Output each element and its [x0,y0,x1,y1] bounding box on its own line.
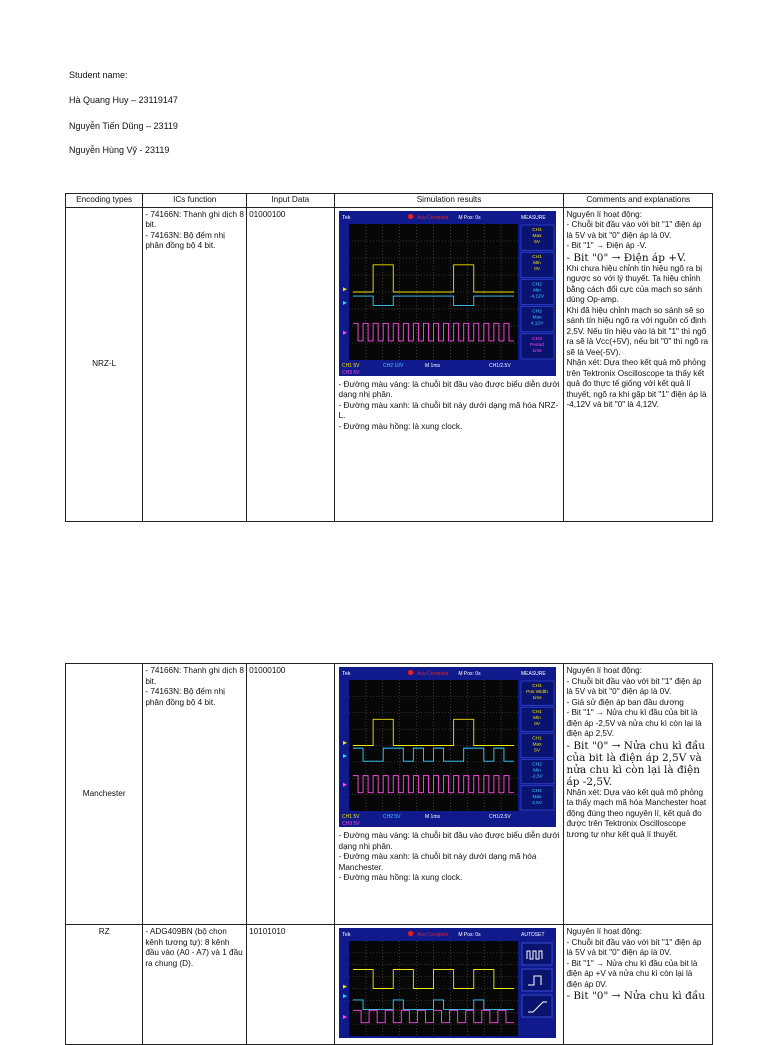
trigger-indicator-icon [408,213,413,218]
table-row-manchester [66,664,713,925]
column-header: ICs function [143,194,247,208]
scope-status-text: CH2 5V [382,814,401,820]
scope-brand: Tek [341,932,351,938]
encoding-type-cell: NRZ-L [66,207,143,521]
measure-value: 5V [533,748,540,754]
measure-value: -4,12V [529,293,544,299]
measure-value: 0V [533,722,540,728]
measure-value: Max [532,315,542,321]
measure-value: 1ms [532,348,542,354]
scope-status-text: CH1/2.5V [488,814,511,820]
autoset-option [522,995,552,1017]
time-position: M Pos: 0s [457,932,481,938]
measure-value: Max [532,742,542,748]
measure-value: CH1 [531,710,542,716]
table-row-nrzl [66,207,713,521]
input-data-cell: 10101010 [247,925,334,1045]
measure-value: CH3 [531,336,542,342]
scope-menu-title: MEASURE [520,671,546,677]
measure-value: CH1 [531,227,542,233]
encoding-table-1 [65,193,713,522]
scope-status-text: M 1ms [424,814,440,820]
student-name-label: Student name: [69,70,128,80]
ics-function-cell: - 74166N: Thanh ghi dịch 8 bit. - 74163N: Bộ đếm nhị phân đồng bộ 4 bit. [143,664,247,925]
clock-trace [353,1010,514,1022]
comment-text: Khi chưa hiệu chỉnh tín hiệu ngõ ra bị ngược so với lý thuyết. Ta hiệu chỉnh bằng cách đổi cực của mạch so sánh dùng Op-amp. Khi đã hiệu chỉnh mạch so sánh sẽ so sánh tín hiệu ngõ ra với nguồn cố định 2,5V. Nếu tín hiệu vào là bit "1" thì ngõ ra sẽ là Vcc(+5V), nếu bit "0" thì ngõ ra sẽ là Vee(-5V). Nhận xét: Dựa theo kết quả mô phỏng trên Tektronix Oscilloscope ta thấy kết quả đo thực tế giống với kết quả lí thuyết, ngõ ra khi gặp bit "1" điện áp là -4,12V và bit "0" là 4,12V. [566,263,709,410]
column-header: Simulation results [334,194,564,208]
comment-text: Nguyên lí hoạt động: - Chuỗi bit đầu vào với bit "1" điện áp là 5V và bit "0" điện áp là 0V. - Bit "1" → Điện áp -V. [566,209,702,250]
trigger-indicator-icon [408,670,413,675]
measure-value: -2,5V [530,774,543,780]
encoding-type-cell: Manchester [66,664,143,925]
time-position: M Pos: 0s [457,214,481,221]
measure-value: 5V [533,239,540,245]
measure-value: Min [532,260,541,266]
comments-cell [564,207,713,521]
scope-status-text: CH1/2.5V [488,362,511,369]
measure-value: CH2 [531,309,542,315]
column-header: Encoding types [66,194,143,208]
ics-function-cell: - 74166N: Thanh ghi dịch 8 bit. - 74163N: Bộ đếm nhị phân đồng bộ 4 bit. [143,207,247,521]
measure-value: Min [532,716,541,722]
oscilloscope-screenshot [339,667,556,827]
measure-value: Max [532,233,542,239]
column-header: Comments and explanations [564,194,713,208]
comment-text: Nguyên lí hoạt động: - Chuỗi bit đầu vào với bit "1" điện áp là 5V và bit "0" điện áp là 0V. - Giả sử điện áp ban đầu dương - Bit "1" → Nửa chu kì đầu của bit là điện áp -2,5V và nửa chu kì còn lại là điện áp 2,5V. [566,666,702,738]
measure-value: CH1 [531,736,542,742]
scope-status-text: CH3 5V [341,369,360,376]
scope-status-text: CH2 10V [382,362,403,369]
comment-emphasis: - Bit "0" → Nửa chu kì đầu [566,990,706,1002]
student-line-1: Hà Quang Huy – 23119147 [69,95,178,105]
measure-value: CH1 [531,254,542,260]
scope-status-text: CH1 5V [341,814,360,820]
table-row-rz [66,925,713,1045]
simulation-results-cell [334,925,564,1045]
comment-text: Nguyên lí hoạt động: - Chuỗi bit đầu vào với bit "1" điện áp là 5V và bit "0" điện áp là 0V. - Bit "1" → Nửa chu kì đầu của bit là điện áp +V và nửa chu kì còn lại là điện áp 0V. [566,927,702,989]
oscilloscope-screenshot [339,928,556,1038]
comment-emphasis: - Bit "0" → Nửa chu kì đầu của bit là điện áp 2,5V và nửa chu kì còn lại là điện áp -2,5V. [566,739,706,788]
table-header-row [66,194,713,208]
student-line-2: Nguyễn Tiến Dũng – 23119 [69,121,178,131]
column-header: Input Data [247,194,334,208]
input-data-cell: 01000100 [247,207,334,521]
scope-status-text: M 1ms [424,362,440,369]
measure-value: CH1 [531,684,542,689]
measure-value: 0V [533,266,540,272]
scope-status-text: CH1 5V [341,362,360,369]
measure-value: CH2 [531,762,542,768]
scope-brand: Tek [341,214,351,221]
measure-value: 4,12V [530,321,543,327]
scope-menu-title: MEASURE [520,214,546,221]
comment-emphasis: - Bit "0" → Điện áp +V. [566,251,687,264]
measure-value: 1ms [532,696,542,701]
measure-value: Max [532,794,542,800]
comments-cell [564,664,713,925]
input-data-cell: 01000100 [247,664,334,925]
simulation-caption: - Đường màu vàng: là chuỗi bit đầu vào được biểu diễn dưới dạng nhị phân. - Đường màu xanh: là chuỗi bit này dưới dạng mã hóa Manchester. - Đường màu hồng: là xung clock. [338,831,560,882]
encoding-type-cell: RZ [66,925,143,1045]
simulation-results-cell [334,664,564,925]
acq-status: Acq Complete [416,214,449,221]
encoding-table-2 [65,663,713,1045]
acq-status: Acq Complete [416,671,449,677]
time-position: M Pos: 0s [457,671,481,677]
measure-value: 2,5V [531,800,542,806]
trigger-indicator-icon [408,931,413,936]
oscilloscope-screenshot [339,211,556,376]
student-line-3: Nguyễn Hùng Vỹ - 23119 [69,145,170,155]
measure-value: Pos Width [525,690,548,695]
measure-value: Period [529,342,544,348]
scope-menu-title: AUTOSET [520,932,545,938]
measure-value: Min [532,768,541,774]
measure-value: CH2 [531,788,542,794]
scope-brand: Tek [341,671,351,677]
acq-status: Acq Complete [416,932,449,938]
scope-status-text: CH3 5V [341,821,360,827]
simulation-results-cell [334,207,564,521]
comments-cell [564,925,713,1045]
autoset-option [522,969,552,991]
measure-value: CH2 [531,281,542,287]
comment-text: Nhận xét: Dựa vào kết quả mô phỏng ta thấy mạch mã hóa Manchester hoạt động đúng theo nguyên lí, kết quả đo được trên Tektronix Oscilloscope tương tự như kết quả lí thuyết. [566,787,707,839]
simulation-caption: - Đường màu vàng: là chuỗi bit đầu vào được biểu diễn dưới dạng nhị phân. - Đường màu xanh: là chuỗi bit này dưới dạng mã hóa NRZ-L. - Đường màu hồng: là xung clock. [338,379,560,431]
measure-value: Min [532,287,541,293]
ics-function-cell: - ADG409BN (bộ chọn kênh tương tự): 8 kênh đầu vào (A0 - A7) và 1 đầu ra chung (D). [143,925,247,1045]
